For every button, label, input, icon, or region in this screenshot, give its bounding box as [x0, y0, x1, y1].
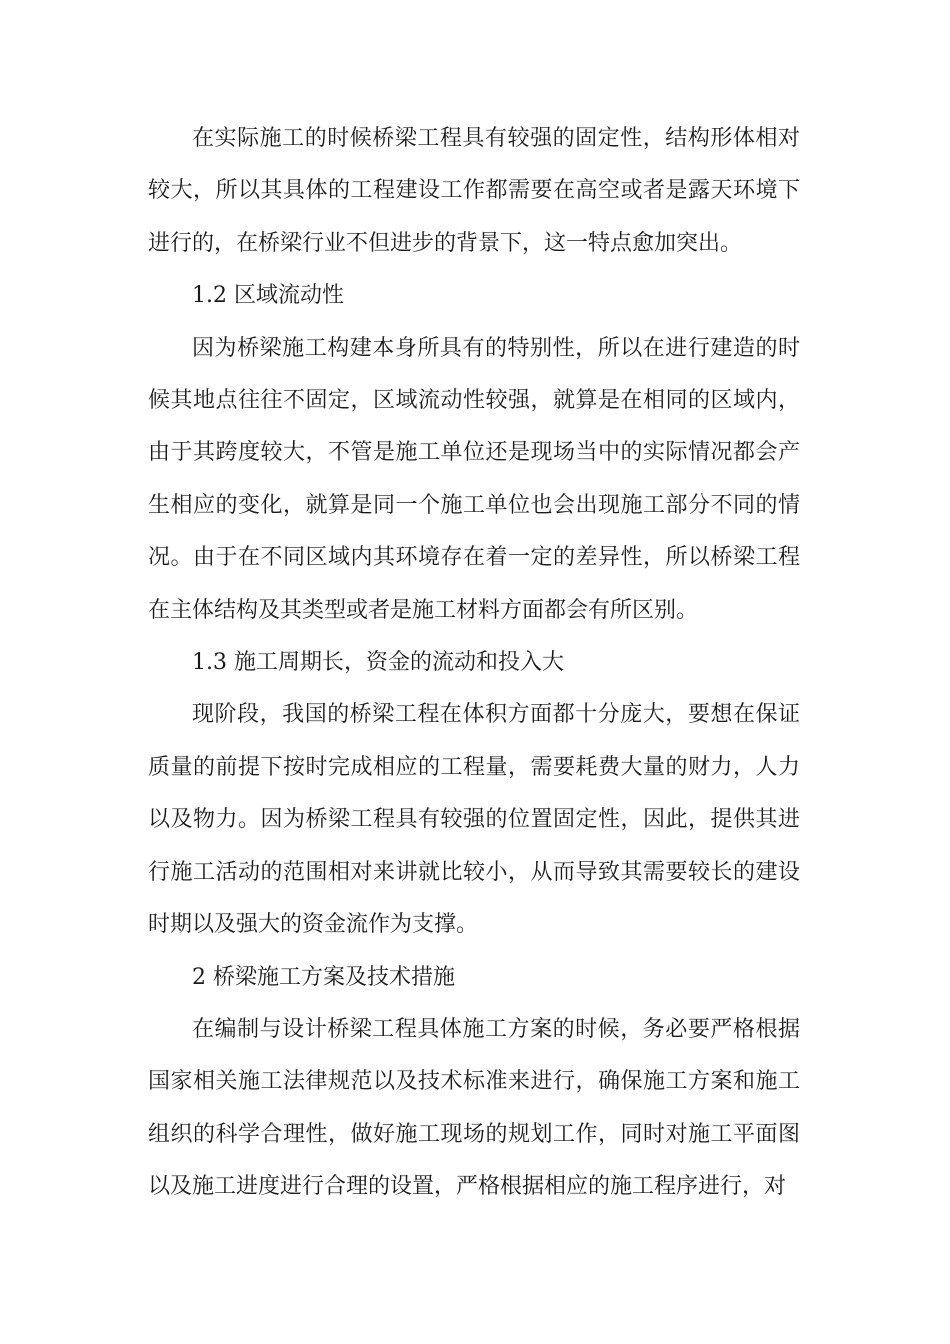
section-heading-1-2: 1.2 区域流动性	[192, 283, 344, 309]
paragraph-regional-mobility: 因为桥梁施工构建本身所具有的特别性，所以在进行建造的时候其地点往往不固定，区域流动性较强，就算是在相同的区域内，由于其跨度较大，不管是施工单位还是现场当中的实际情况都会产生相应的变化，就算是同一个施工单位也会出现施工部分不同的情况。由于在不同区域内其环境存在着一定的差异性，所以桥梁工程在主体结构及其类型或者是施工材料方面都会有所区别。	[148, 335, 800, 623]
document-body	[148, 113, 800, 1214]
paragraph-long-period-funding: 现阶段，我国的桥梁工程在体积方面都十分庞大，要想在保证质量的前提下按时完成相应的工程量，需要耗费大量的财力，人力以及物力。因为桥梁工程具有较强的位置固定性，因此，提供其进行施工活动的范围相对来讲就比较小，从而导致其需要较长的建设时期以及强大的资金流作为支撑。	[148, 702, 800, 938]
section-heading-2: 2 桥梁施工方案及技术措施	[192, 964, 455, 990]
paragraph-construction-plan: 在编制与设计桥梁工程具体施工方案的时候，务必要严格根据国家相关施工法律规范以及技术标准来进行，确保施工方案和施工组织的科学合理性，做好施工现场的规划工作，同时对施工平面图以及施工进度进行合理的设置，严格根据相应的施工程序进行，对	[148, 1016, 800, 1200]
section-heading-1-3: 1.3 施工周期长，资金的流动和投入大	[192, 650, 564, 676]
paragraph-fixed-nature: 在实际施工的时候桥梁工程具有较强的固定性，结构形体相对较大，所以其具体的工程建设工作都需要在高空或者是露天环境下进行的，在桥梁行业不但进步的背景下，这一特点愈加突出。	[148, 126, 800, 256]
